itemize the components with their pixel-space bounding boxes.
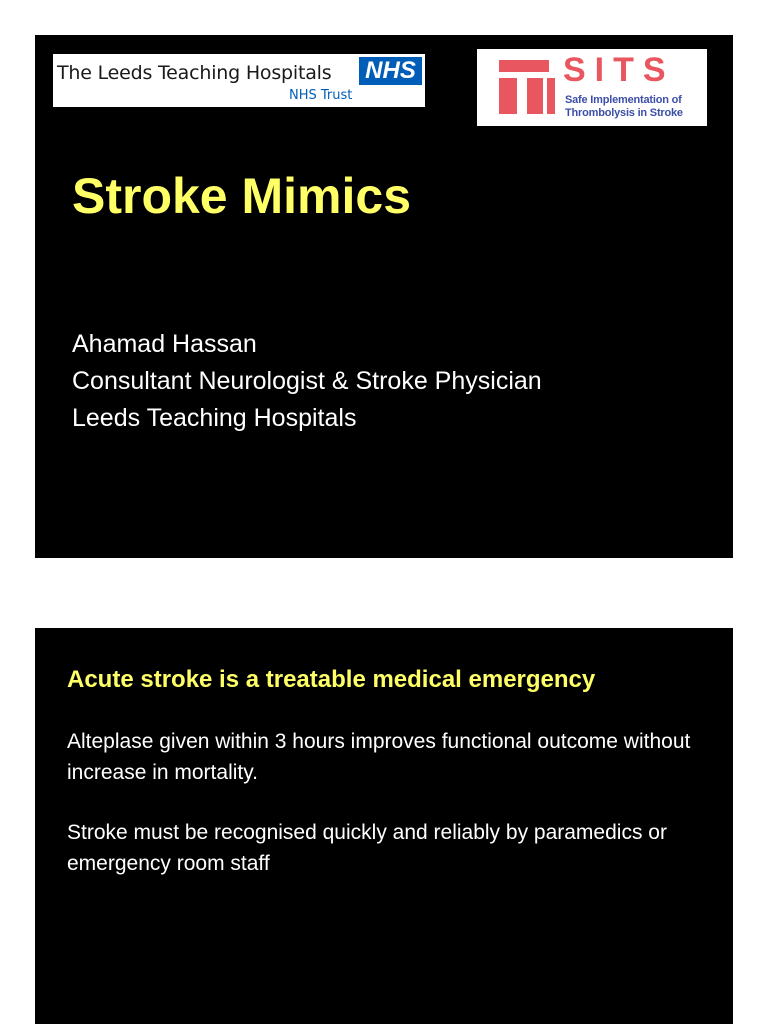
paragraph-alteplase: Alteplase given within 3 hours improves functional outcome without increase in mortality. (67, 730, 691, 784)
sits-wordmark: SITS (563, 51, 675, 89)
sits-tagline-1: Safe Implementation of (565, 94, 682, 106)
nhs-trust-label: NHS Trust (289, 88, 353, 103)
slide-title (35, 35, 733, 558)
author-role: Consultant Neurologist & Stroke Physician (72, 367, 542, 395)
hospital-name: The Leeds Teaching Hospitals (57, 62, 332, 84)
paragraph-recognition: Stroke must be recognised quickly and reliably by paramedics or emergency room staff (67, 821, 667, 875)
author-block (72, 326, 542, 437)
sits-tagline-2: Thrombolysis in Stroke (565, 107, 683, 119)
slide-title-text: Stroke Mimics (72, 168, 412, 224)
author-affiliation: Leeds Teaching Hospitals (72, 404, 357, 432)
nhs-badge: NHS (359, 57, 422, 85)
sits-mark-icon (497, 58, 557, 116)
leeds-nhs-logo (53, 54, 425, 107)
author-name: Ahamad Hassan (72, 330, 257, 358)
sits-logo (477, 49, 707, 126)
slide-acute-stroke (35, 628, 733, 1024)
slide-heading: Acute stroke is a treatable medical emergency (67, 666, 596, 693)
